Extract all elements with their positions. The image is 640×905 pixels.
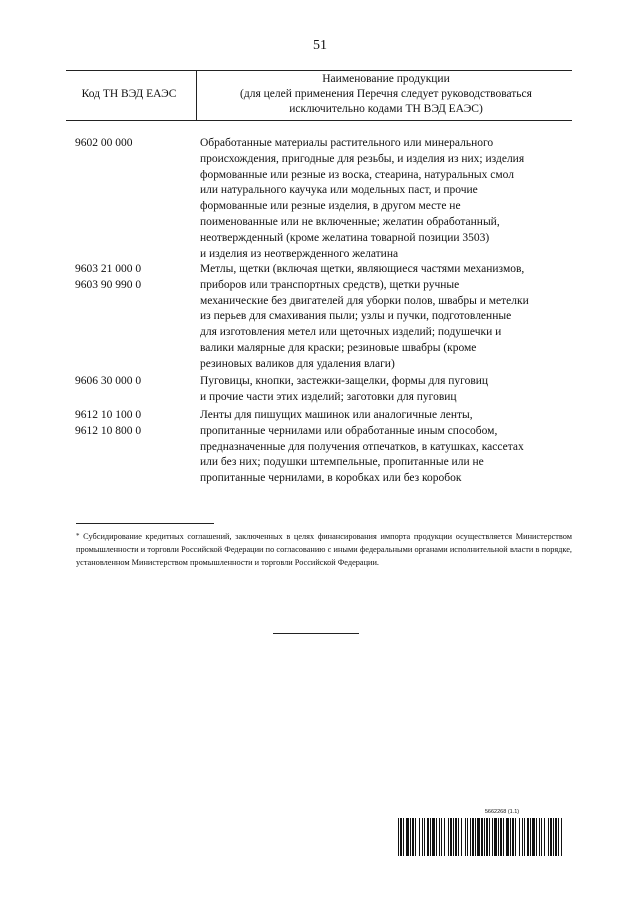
header-code: Код ТН ВЭД ЕАЭС [81,88,177,100]
description-line: из перьев для смахивания пыли; узлы и пучки, подготовленные [200,310,512,323]
description-line: пропитанные чернилами или обработанные иным способом, [200,424,498,437]
description-line: или без них; подушки штемпельные, пропитанные или не [200,456,484,469]
product-code: 9612 10 800 0 [75,424,142,437]
description-line: резиновых валиков для удаления влаги) [200,357,395,370]
product-code: 9602 00 000 [75,137,133,149]
product-description [200,374,572,406]
header-name [200,72,572,117]
product-description [200,408,572,487]
description-line: и прочие части этих изделий; заготовки для пуговиц [200,390,457,403]
description-line: механические без двигателей для уборки полов, швабры и метелки [200,294,529,307]
product-description [200,136,572,262]
product-code: 9606 30 000 0 [75,375,142,387]
footnote-separator [76,523,214,524]
description-line: формованные или резные изделия, в другом месте не [200,200,461,213]
product-code: 9603 90 990 0 [75,278,142,291]
description-line: Обработанные материалы растительного или минерального [200,137,494,149]
header-name-line: Наименование продукции [322,73,450,85]
footnote [76,530,572,569]
description-line: формованные или резные из воска, стеарина, натуральных смол [200,168,514,181]
product-codes [75,262,197,294]
description-line: Метлы, щетки (включая щетки, являющиеся частями механизмов, [200,263,525,275]
description-line: происхождения, пригодные для резьбы, и изделия из них; изделия [200,152,525,165]
description-line: неотвержденный (кроме желатина товарной позиции 3503) [200,231,490,244]
footnote-marker: * [76,532,80,540]
end-of-text-rule [273,633,359,634]
table-top-rule [66,70,572,71]
header-name-line: (для целей применения Перечня следует руководствоваться [240,88,532,100]
description-line: предназначенные для получения отпечатков, в катушках, кассетах [200,440,524,453]
table-header-rule [66,120,572,121]
description-line: поименованные или не включенные; желатин обработанный, [200,215,500,228]
description-line: для изготовления метел или щеточных изделий; подушечки и [200,326,502,339]
product-codes [75,408,197,440]
description-line: Пуговицы, кнопки, застежки-защелки, формы для пуговиц [200,375,489,387]
description-line: валики малярные для краски; резиновые швабры (кроме [200,341,477,354]
product-codes [75,136,197,152]
description-line: или натурального каучука или модельных паст, и прочие [200,184,478,197]
header-name-line: исключительно кодами ТН ВЭД ЕАЭС) [289,103,483,115]
document-id: 5662268 (1.1) [484,809,520,815]
page-number: 51 [313,38,327,53]
table-column-divider [196,70,197,120]
product-codes [75,374,197,390]
barcode [398,818,564,856]
footnote-text: Субсидирование кредитных соглашений, заключенных в целях финансирования импорта продукции осуществляется Министерством промышленности и торговли Российской Федерации по согласованию с иными федеральными органами исполнительной власти в порядке, установленном Министерством промышленности и торговли Российской Федерации. [76,532,572,567]
product-code: 9612 10 100 0 [75,409,142,421]
description-line: Ленты для пишущих машинок или аналогичные ленты, [200,409,473,421]
description-line: приборов или транспортных средств), щетки ручные [200,278,460,291]
description-line: пропитанные чернилами, в коробках или без коробок [200,472,462,485]
description-line: и изделия из неотвержденного желатина [200,247,399,260]
product-description [200,262,572,373]
product-code: 9603 21 000 0 [75,263,142,275]
